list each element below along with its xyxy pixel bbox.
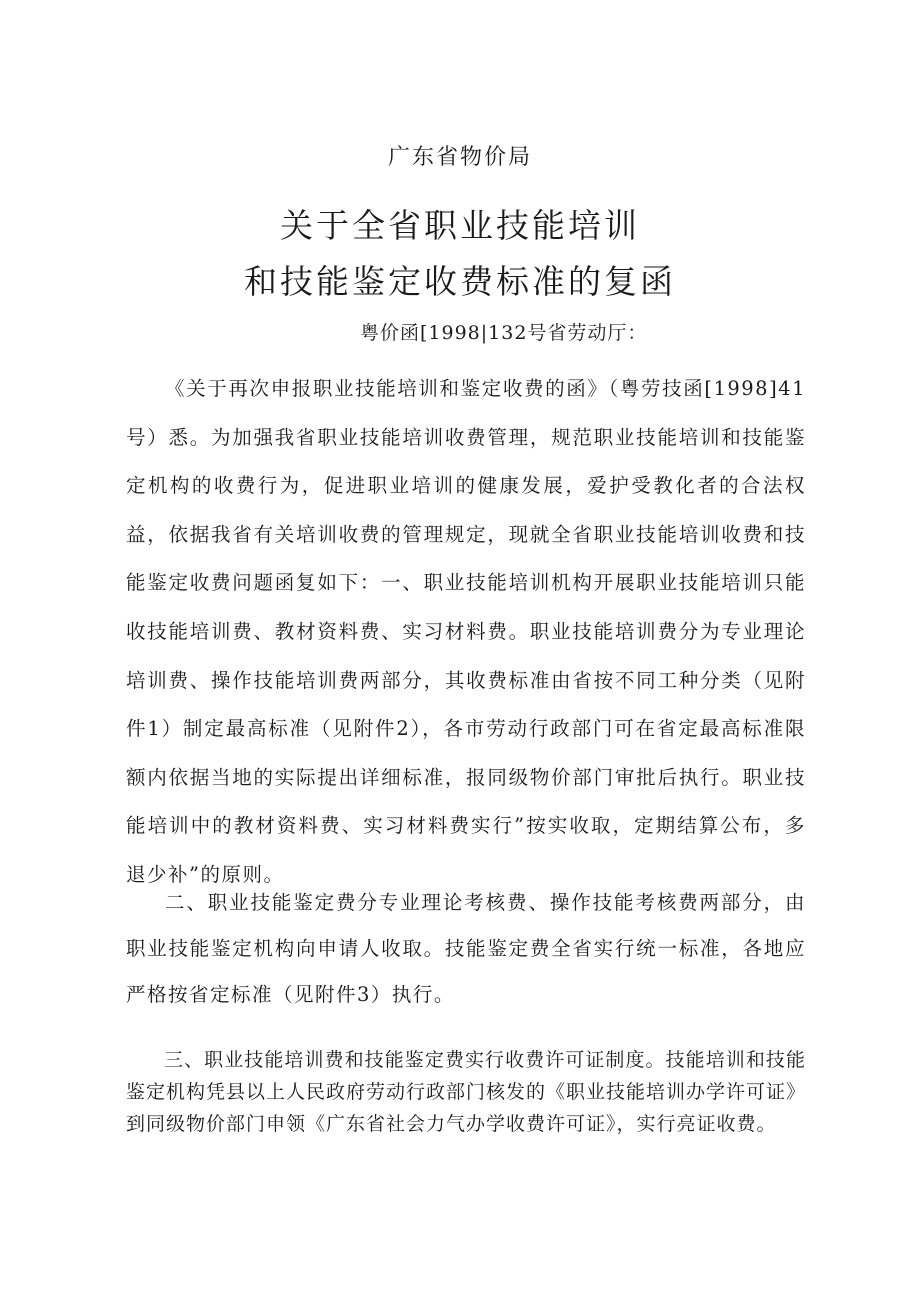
paragraph-1: 《关于再次申报职业技能培训和鉴定收费的函》（粤劳技函[1998]41号）悉。为加强我省职业技能培训收费管理，规范职业技能培训和技能鉴定机构的收费行为，促进职业培训的健康发展，爱护受教化者的合法权益，依据我省有关培训收费的管理规定，现就全省职业技能培训收费和技能鉴定收费问题函复如下：一、职业技能培训机构开展职业技能培训只能收技能培训费、教材资料费、实习材料费。职业技能培训费分为专业理论培训费、操作技能培训费两部分，其收费标准由省按不同工种分类（见附件1）制定最高标准（见附件2），各市劳动行政部门可在省定最高标准限额内依据当地的实际提出详细标准，报同级物价部门审批后执行。职业技能培训中的教材资料费、实习材料费实行”按实收取，定期结算公布，多退少补”的原则。 — [126, 377, 806, 886]
paragraph-2-block — [126, 880, 806, 1018]
title-line-1: 关于全省职业技能培训 — [280, 206, 640, 245]
paragraph-1-block — [126, 365, 806, 900]
paragraph-2: 二、职业技能鉴定费分专业理论考核费、操作技能考核费两部分，由职业技能鉴定机构向申请人收取。技能鉴定费全省实行统一标准，各地应严格按省定标准（见附件3）执行。 — [126, 891, 806, 1006]
paragraph-3-block — [126, 1044, 806, 1140]
title-line-2: 和技能鉴定收费标准的复函 — [244, 262, 676, 301]
paragraph-3: 三、职业技能培训费和技能鉴定费实行收费许可证制度。技能培训和技能鉴定机构凭县以上人民政府劳动行政部门核发的《职业技能培训办学许可证》到同级物价部门申领《广东省社会力气办学收费许可证》，实行亮证收费。 — [126, 1049, 807, 1135]
issuer-name: 广东省物价局 — [387, 145, 532, 170]
document-title — [0, 198, 920, 310]
reference-line: 粤价函[1998|132号省劳动厅： — [360, 322, 648, 344]
